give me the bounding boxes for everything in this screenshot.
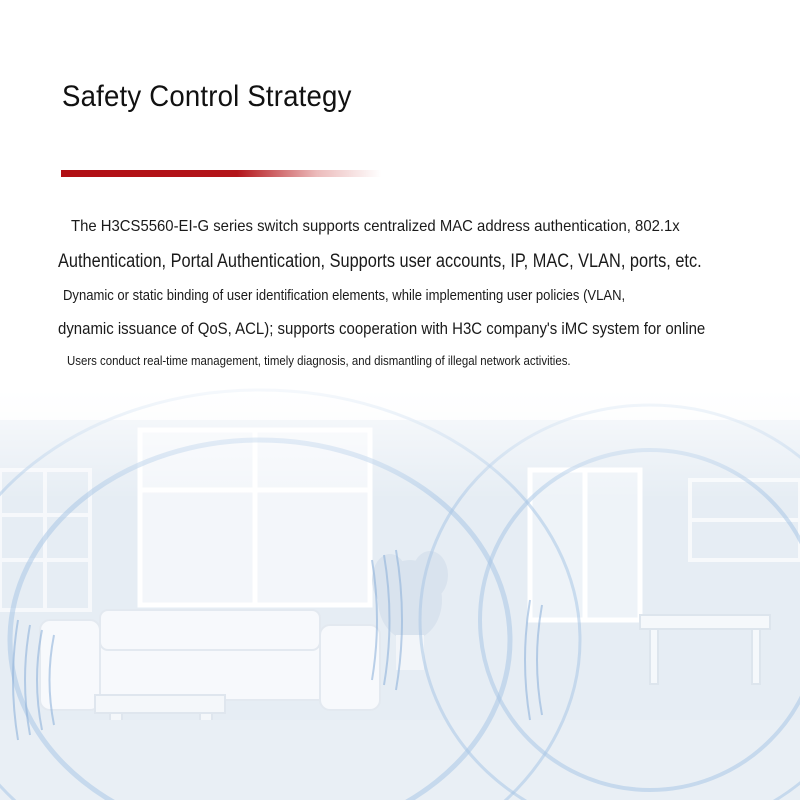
description-line: Authentication, Portal Authentication, Supports user accounts, IP, MAC, VLAN, ports, etc. bbox=[58, 251, 702, 272]
description-line: Dynamic or static binding of user identification elements, while implementing user policies (VLAN, bbox=[63, 287, 626, 304]
description-line: The H3CS5560-EI-G series switch supports centralized MAC address authentication, 802.1x bbox=[71, 218, 680, 235]
description-line: Users conduct real-time management, timely diagnosis, and dismantling of illegal network activities. bbox=[67, 353, 571, 368]
description-line: dynamic issuance of QoS, ACL); supports cooperation with H3C company's iMC system for online bbox=[58, 319, 706, 338]
page-title: Safety Control Strategy bbox=[62, 80, 352, 113]
